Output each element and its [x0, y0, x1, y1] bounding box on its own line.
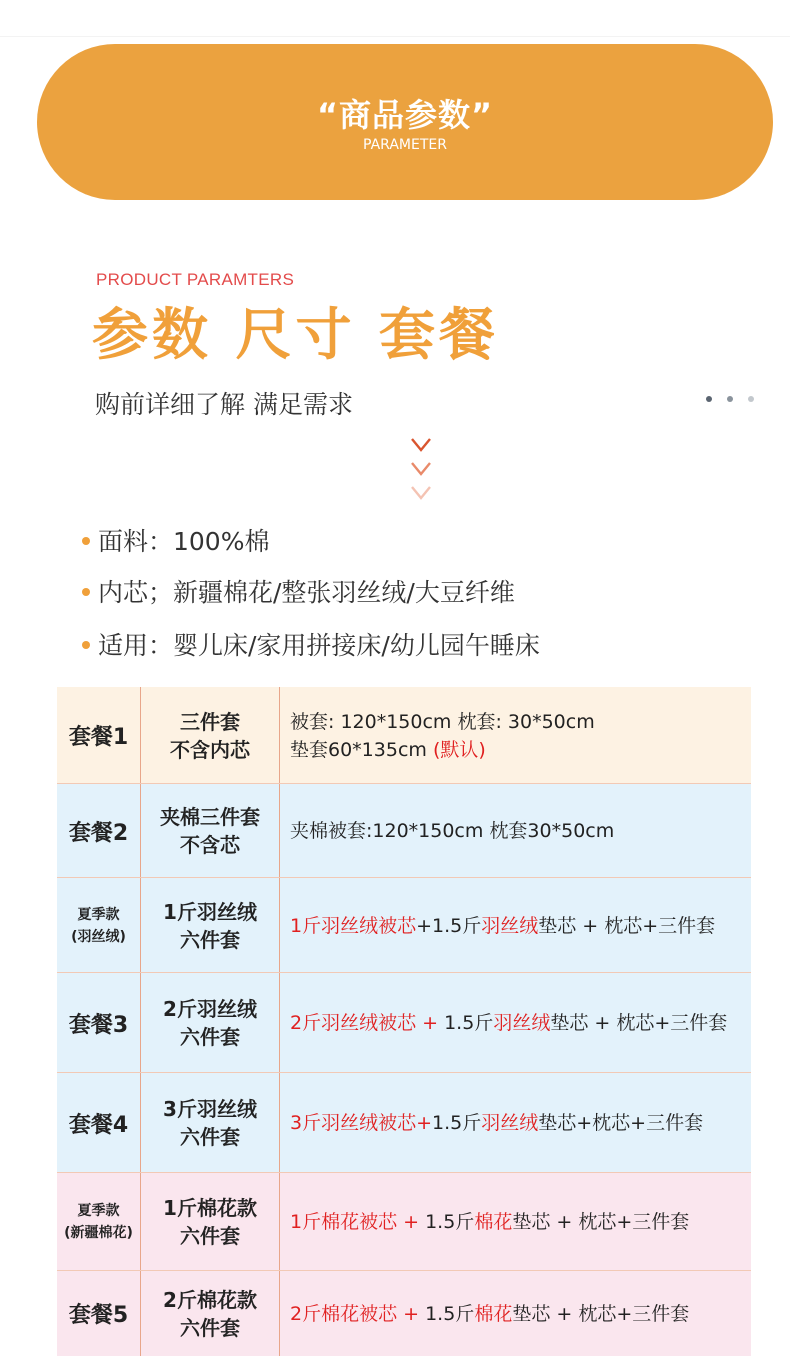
table-row	[57, 1271, 751, 1357]
package-description: 1斤羽丝绒被芯+1.5斤羽丝绒垫芯 + 枕芯+三件套	[290, 914, 716, 937]
package-name: 1斤羽丝绒 六件套	[163, 899, 257, 952]
top-divider	[0, 36, 790, 37]
table-row	[57, 1173, 751, 1272]
header-banner	[37, 44, 773, 200]
package-label: 套餐2	[68, 820, 129, 846]
package-name: 2斤羽丝绒 六件套	[163, 997, 257, 1049]
row-divider	[57, 1270, 751, 1271]
banner-subtitle: PARAMETER	[363, 137, 447, 153]
dot-icon	[727, 396, 733, 402]
feature-filling: 内芯；新疆棉花/整张羽丝绒/大豆纤维	[82, 573, 515, 609]
package-label: 套餐3	[68, 1012, 129, 1038]
table-row	[57, 973, 751, 1074]
row-divider	[57, 972, 751, 973]
package-label: 夏季款 (新疆棉花)	[64, 1203, 133, 1241]
package-description: 2斤棉花被芯 + 1.5斤棉花垫芯 + 枕芯+三件套	[290, 1302, 690, 1325]
pagination-dots	[700, 396, 760, 408]
dot-icon	[748, 396, 754, 402]
table-row	[57, 784, 751, 879]
package-name: 1斤棉花款 六件套	[163, 1196, 257, 1248]
banner-title: “商品参数”	[316, 96, 494, 134]
chevron-down-icon	[410, 460, 432, 478]
section-subtitle: 购前详细了解 满足需求	[95, 390, 353, 419]
package-description: 被套: 120*150cm 枕套: 30*50cm 垫套60*135cm (默认)	[290, 710, 595, 761]
package-name: 夹棉三件套 不含芯	[160, 805, 260, 857]
table-row	[57, 878, 751, 974]
english-heading: PRODUCT PARAMTERS	[96, 270, 295, 289]
package-description: 1斤棉花被芯 + 1.5斤棉花垫芯 + 枕芯+三件套	[290, 1211, 690, 1233]
dot-icon	[706, 396, 712, 402]
chevron-down-icon	[410, 484, 432, 502]
row-divider	[57, 783, 751, 784]
package-label: 夏季款 (羽丝绒)	[71, 906, 126, 945]
row-divider	[57, 877, 751, 878]
package-description: 夹棉被套:120*150cm 枕套30*50cm	[290, 820, 615, 842]
row-divider	[57, 1072, 751, 1073]
package-label: 套餐4	[68, 1112, 129, 1138]
bullet-icon	[82, 588, 90, 596]
package-description: 3斤羽丝绒被芯+1.5斤羽丝绒垫芯+枕芯+三件套	[290, 1112, 704, 1134]
package-label: 套餐1	[68, 725, 129, 750]
bullet-icon	[82, 537, 90, 545]
package-name: 三件套 不含内芯	[170, 709, 250, 762]
feature-fabric: 面料：100%棉	[82, 522, 269, 558]
section-title: 参数 尺寸 套餐	[92, 303, 499, 368]
package-name: 2斤棉花款 六件套	[163, 1287, 257, 1340]
row-divider	[57, 1172, 751, 1173]
bullet-icon	[82, 641, 90, 649]
package-label: 套餐5	[68, 1303, 129, 1328]
feature-usage: 适用：婴儿床/家用拼接床/幼儿园午睡床	[82, 626, 540, 662]
table-row	[57, 1073, 751, 1174]
chevron-down-icon	[410, 436, 432, 454]
table-row	[57, 687, 751, 785]
package-description: 2斤羽丝绒被芯 + 1.5斤羽丝绒垫芯 + 枕芯+三件套	[290, 1012, 728, 1034]
package-name: 3斤羽丝绒 六件套	[163, 1097, 257, 1149]
